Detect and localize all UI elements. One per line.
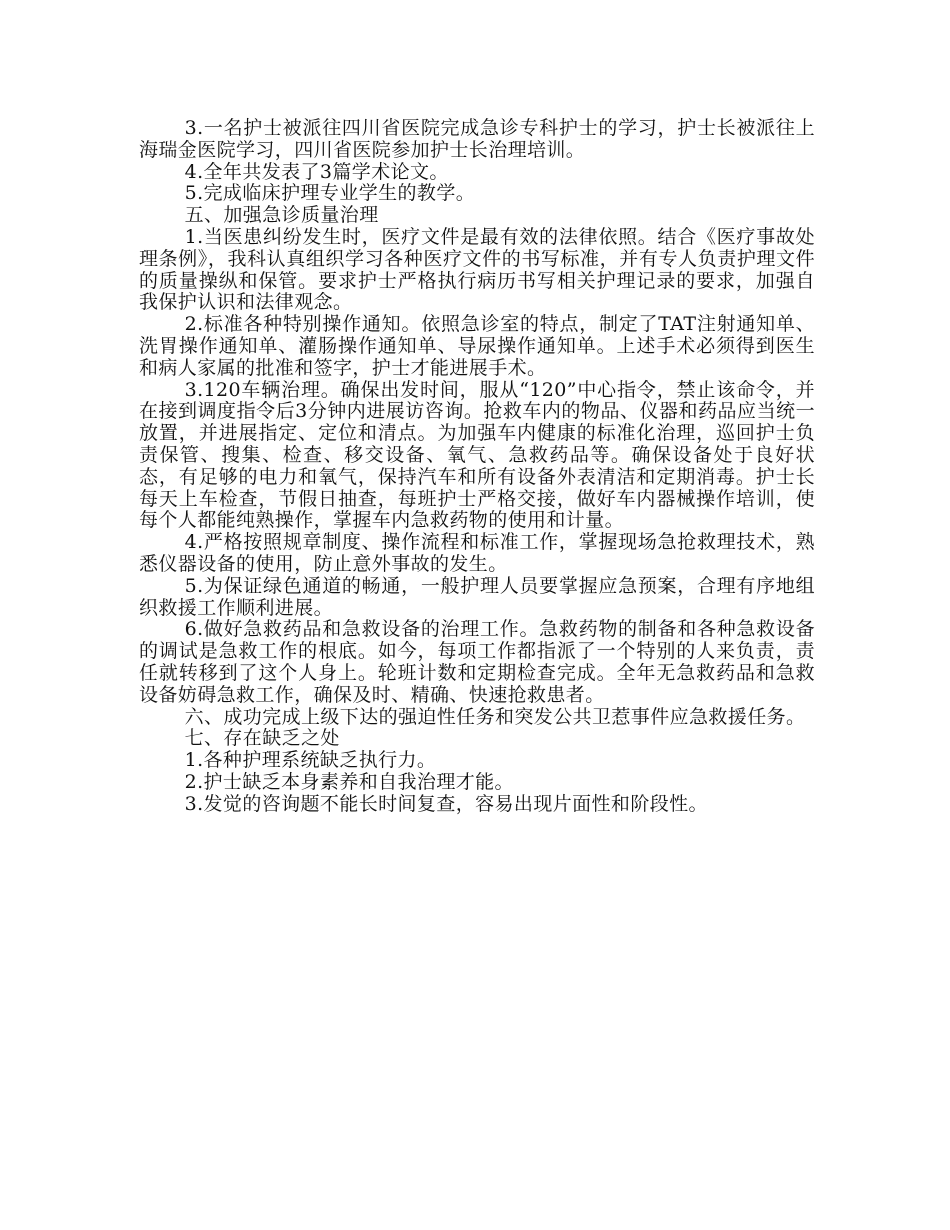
shortcoming-item: 1.各种护理系统缺乏执行力。 [184,749,437,772]
paragraph-procedures: 4.严格按照规章制度、操作流程和标准工作，掌握现场急抢救理技术，熟悉仪器设备的使用，防止意外事故的发生。 [139,531,815,575]
section-heading-quality: 五、加强急诊质量治理 [184,204,379,227]
paragraph-teaching: 5.完成临床护理专业学生的教学。 [184,182,476,205]
paragraph-vehicle-management: 3.120车辆治理。确保出发时间，服从“120”中心指令，禁止该命令，并在接到调度指令后3分钟内进展访咨询。抢救车内的物品、仪器和药品应当统一放置，并进展指定、定位和清点。为加强车内健康的标准化治理，巡回护士负责保管、搜集、检查、移交设备、氧气、急救药品等。确保设备处于良好状态，有足够的电力和氧气，保持汽车和所有设备外表清洁和定期消毒。护士长每天上车检查，节假日抽查，每班护士严格交接，做好车内器械操作培训，使每个人都能纯熟操作，掌握车内急救药物的使用和计量。 [139,378,815,532]
section-heading-tasks: 六、成功完成上级下达的强迫性任务和突发公共卫惹事件应急救援任务。 [184,705,806,728]
shortcoming-item: 2.护士缺乏本身素养和自我治理才能。 [184,770,514,793]
shortcoming-item: 3.发觉的咨询题不能长时间复查，容易出现片面性和阶段性。 [184,792,708,815]
paragraph-operation-notices: 2.标准各种特别操作通知。依照急诊室的特点，制定了TAT注射通知单、洗胃操作通知单、灌肠操作通知单、导尿操作通知单。上述手术必须得到医生和病人家属的批准和签字，护士才能进展手术。 [139,313,815,379]
section-heading-shortcomings: 七、存在缺乏之处 [184,727,340,750]
document-body [139,118,815,816]
paragraph-green-channel: 5.为保证绿色通道的畅通，一般护理人员要掌握应急预案，合理有序地组织救援工作顺利进展。 [139,574,815,619]
paragraph-training: 3.一名护士被派往四川省医院完成急诊专科护士的学习，护士长被派往上海瑞金医院学习，四川省医院参加护士长治理培训。 [139,117,815,161]
paragraph-emergency-equipment: 6.做好急救药品和急救设备的治理工作。急救药物的制备和各种急救设备的调试是急救工作的根底。如今，每项工作都指派了一个特别的人来负责，责任就转移到了这个人身上。轮班计数和定期检查完成。全年无急救药品和急救设备妨碍急救工作，确保及时、精确、快速抢救患者。 [139,618,815,706]
paragraph-medical-documents: 1.当医患纠纷发生时，医疗文件是最有效的法律依照。结合《医疗事故处理条例》，我科认真组织学习各种医疗文件的书写标准，并有专人负责护理文件的质量操纵和保管。要求护士严格执行病历书写相关护理记录的要求，加强自我保护认识和法律观念。 [139,225,815,314]
paragraph-papers: 4.全年共发表了3篇学术论文。 [184,160,449,183]
